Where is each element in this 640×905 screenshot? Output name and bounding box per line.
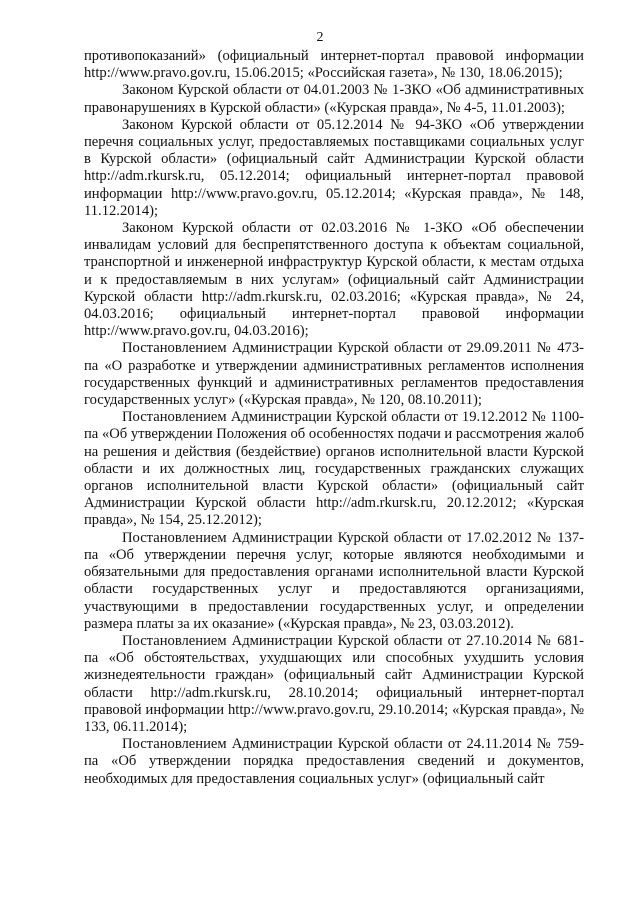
paragraph-resolution-473-pa: Постановлением Администрации Курской области от 29.09.2011 № 473-па «О разработке и утверждении административных регламентов исполнения государственных функций и административных регламентов предоставления государственных услуг» («Курская правда», № 120, 08.10.2011); <box>84 340 584 409</box>
paragraph-contraindications-citation: противопоказаний» (официальный интернет-портал правовой информации http://www.pravo.gov.ru, 15.06.2015; «Российская газета», № 130, 18.06.2015); <box>84 48 584 82</box>
paragraph-resolution-137-pa: Постановлением Администрации Курской области от 17.02.2012 № 137-па «Об утверждении перечня услуг, которые являются необходимыми и обязательными для предоставления органами исполнительной власти Курской области государственных услуг и предоставляются организациями, участвующими в предоставлении государственных услуг, и определении размера платы за их оказание» («Курская правда», № 23, 03.03.2012). <box>84 529 584 632</box>
paragraph-resolution-1100-pa: Постановлением Администрации Курской области от 19.12.2012 № 1100-па «Об утверждении Положения об особенностях подачи и рассмотрения жалоб на решения и действия (бездействие) органов исполнительной власти Курской области и их должностных лиц, государственных гражданских служащих органов исполнительной власти Курской области» (официальный сайт Администрации Курской области http://adm.rkursk.ru, 20.12.2012; «Курская правда», № 154, 25.12.2012); <box>84 409 584 529</box>
page-number: 2 <box>316 30 324 45</box>
paragraph-law-1-zko-2003: Законом Курской области от 04.01.2003 № 1-ЗКО «Об административных правонарушениях в Курской области» («Курская правда», № 4-5, 11.01.2003); <box>84 82 584 116</box>
paragraph-law-1-zko-2016: Законом Курской области от 02.03.2016 № 1-ЗКО «Об обеспечении инвалидам условий для беспрепятственного доступа к объектам социальной, транспортной и инженерной инфраструктур Курской области, к местам отдыха и к предоставляемым в них услугам» (официальный сайт Администрации Курской области http://adm.rkursk.ru, 02.03.2016; «Курская правда», № 24, 04.03.2016; официальный интернет-портал правовой информации http://www.pravo.gov.ru, 04.03.2016); <box>84 220 584 340</box>
paragraph-resolution-681-pa: Постановлением Администрации Курской области от 27.10.2014 № 681-па «Об обстоятельствах, ухудшающих или способных ухудшить условия жизнедеятельности граждан» (официальный сайт Администрации Курской области http://adm.rkursk.ru, 28.10.2014; официальный интернет-портал правовой информации http://www.pravo.gov.ru, 29.10.2014; «Курская правда», № 133, 06.11.2014); <box>84 632 584 735</box>
document-body <box>84 48 584 788</box>
paragraph-resolution-759-pa: Постановлением Администрации Курской области от 24.11.2014 № 759-па «Об утверждении порядка предоставления сведений и документов, необходимых для предоставления социальных услуг» (официальный сайт <box>84 736 584 787</box>
paragraph-law-94-zko-2014: Законом Курской области от 05.12.2014 № 94-ЗКО «Об утверждении перечня социальных услуг, предоставляемых поставщиками социальных услуг в Курской области» (официальный сайт Администрации Курской области http://adm.rkursk.ru, 05.12.2014; официальный интернет-портал правовой информации http://www.pravo.gov.ru, 05.12.2014; «Курская правда», № 148, 11.12.2014); <box>84 116 584 219</box>
